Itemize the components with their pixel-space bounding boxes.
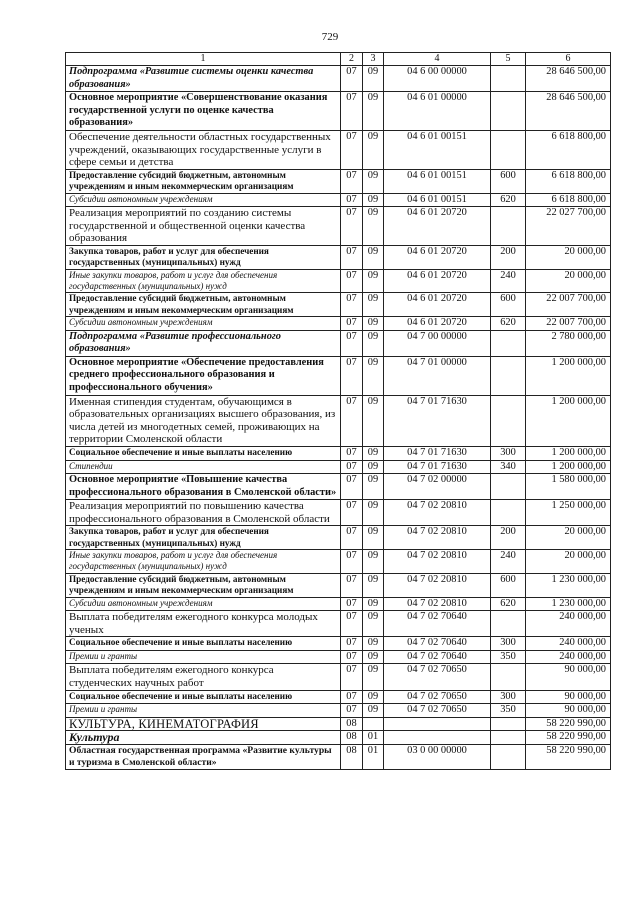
row-target-article-cell: 04 6 01 00151 [384, 130, 491, 169]
row-name-cell: Выплата победителям ежегодного конкурса молодых ученых [66, 611, 341, 637]
table-row [66, 500, 611, 526]
budget-table [65, 52, 611, 770]
row-amount-cell: 240 000,00 [526, 637, 611, 651]
row-name-cell: Предоставление субсидий бюджетным, автономным учреждениям и иным некоммерческим организациям [66, 169, 341, 193]
row-name-cell: Выплата победителям ежегодного конкурса студенческих научных работ [66, 664, 341, 690]
row-section-code-cell: 07 [341, 474, 363, 500]
row-amount-cell: 6 618 800,00 [526, 169, 611, 193]
row-target-article-cell: 04 7 02 70650 [384, 704, 491, 718]
row-section-code-cell: 07 [341, 395, 363, 446]
row-expense-type-cell [491, 207, 526, 246]
table-row [66, 690, 611, 704]
row-expense-type-cell [491, 664, 526, 690]
row-amount-cell: 20 000,00 [526, 550, 611, 573]
table-row [66, 550, 611, 573]
table-row [66, 130, 611, 169]
row-target-article-cell: 03 0 00 00000 [384, 745, 491, 770]
row-expense-type-cell [491, 611, 526, 637]
table-row [66, 269, 611, 292]
row-name-cell: Закупка товаров, работ и услуг для обеспечения государственных (муниципальных) нужд [66, 526, 341, 550]
row-expense-type-cell [491, 474, 526, 500]
table-row [66, 460, 611, 474]
row-target-article-cell: 04 7 02 70650 [384, 690, 491, 704]
row-name-cell: Областная государственная программа «Развитие культуры и туризма в Смоленской области» [66, 745, 341, 770]
row-section-code-cell: 07 [341, 637, 363, 651]
table-row [66, 664, 611, 690]
row-subsection-code-cell: 09 [363, 92, 384, 131]
table-row [66, 356, 611, 395]
row-section-code-cell: 07 [341, 269, 363, 292]
row-expense-type-cell: 600 [491, 293, 526, 317]
row-amount-cell: 90 000,00 [526, 664, 611, 690]
row-amount-cell: 58 220 990,00 [526, 731, 611, 745]
row-target-article-cell: 04 7 02 20810 [384, 500, 491, 526]
row-section-code-cell: 07 [341, 550, 363, 573]
row-expense-type-cell: 600 [491, 169, 526, 193]
row-subsection-code-cell: 09 [363, 650, 384, 664]
table-row [66, 526, 611, 550]
row-target-article-cell: 04 6 01 20720 [384, 293, 491, 317]
row-name-cell: Реализация мероприятий по созданию системы государственной и общественной оценки качества образования [66, 207, 341, 246]
row-amount-cell: 28 646 500,00 [526, 66, 611, 92]
header-cell-name: 1 [66, 53, 341, 66]
row-subsection-code-cell: 09 [363, 330, 384, 356]
row-subsection-code-cell: 09 [363, 500, 384, 526]
header-cell-subsection: 3 [363, 53, 384, 66]
row-section-code-cell: 07 [341, 130, 363, 169]
row-expense-type-cell: 620 [491, 597, 526, 611]
row-expense-type-cell [491, 717, 526, 731]
row-expense-type-cell: 600 [491, 573, 526, 597]
row-target-article-cell: 04 7 02 70640 [384, 611, 491, 637]
row-section-code-cell: 08 [341, 745, 363, 770]
row-subsection-code-cell: 09 [363, 356, 384, 395]
row-expense-type-cell: 240 [491, 550, 526, 573]
row-amount-cell: 1 200 000,00 [526, 446, 611, 460]
row-expense-type-cell: 350 [491, 704, 526, 718]
row-subsection-code-cell: 09 [363, 446, 384, 460]
row-amount-cell: 1 230 000,00 [526, 597, 611, 611]
row-subsection-code-cell: 09 [363, 193, 384, 207]
row-expense-type-cell [491, 500, 526, 526]
row-name-cell: Подпрограмма «Развитие системы оценки качества образования» [66, 66, 341, 92]
row-amount-cell: 1 200 000,00 [526, 460, 611, 474]
row-subsection-code-cell: 09 [363, 66, 384, 92]
row-target-article-cell: 04 7 01 71630 [384, 446, 491, 460]
row-section-code-cell: 07 [341, 169, 363, 193]
row-subsection-code-cell: 09 [363, 526, 384, 550]
table-row [66, 637, 611, 651]
row-expense-type-cell: 300 [491, 690, 526, 704]
row-expense-type-cell: 240 [491, 269, 526, 292]
row-target-article-cell: 04 7 01 71630 [384, 460, 491, 474]
row-subsection-code-cell: 09 [363, 664, 384, 690]
row-amount-cell: 90 000,00 [526, 690, 611, 704]
row-name-cell: КУЛЬТУРА, КИНЕМАТОГРАФИЯ [66, 717, 341, 731]
row-section-code-cell: 07 [341, 597, 363, 611]
row-target-article-cell: 04 6 01 20720 [384, 316, 491, 330]
row-target-article-cell: 04 7 02 20810 [384, 526, 491, 550]
row-target-article-cell: 04 7 02 70640 [384, 650, 491, 664]
row-name-cell: Субсидии автономным учреждениям [66, 193, 341, 207]
row-target-article-cell: 04 6 01 00151 [384, 169, 491, 193]
row-section-code-cell: 07 [341, 245, 363, 269]
row-target-article-cell: 04 7 01 71630 [384, 395, 491, 446]
row-name-cell: Социальное обеспечение и иные выплаты населению [66, 637, 341, 651]
row-target-article-cell: 04 6 01 00000 [384, 92, 491, 131]
row-subsection-code-cell: 09 [363, 474, 384, 500]
row-amount-cell: 58 220 990,00 [526, 717, 611, 731]
row-expense-type-cell [491, 731, 526, 745]
budget-table-body [66, 53, 611, 770]
row-target-article-cell: 04 7 02 20810 [384, 597, 491, 611]
row-subsection-code-cell: 09 [363, 395, 384, 446]
row-subsection-code-cell: 09 [363, 245, 384, 269]
row-amount-cell: 6 618 800,00 [526, 130, 611, 169]
row-name-cell: Социальное обеспечение и иные выплаты населению [66, 446, 341, 460]
row-target-article-cell: 04 6 01 20720 [384, 269, 491, 292]
row-amount-cell: 1 230 000,00 [526, 573, 611, 597]
row-subsection-code-cell: 09 [363, 597, 384, 611]
page-number: 729 [321, 31, 339, 43]
table-row [66, 474, 611, 500]
row-section-code-cell: 07 [341, 193, 363, 207]
row-section-code-cell: 07 [341, 573, 363, 597]
row-section-code-cell: 07 [341, 664, 363, 690]
row-amount-cell: 28 646 500,00 [526, 92, 611, 131]
row-amount-cell: 90 000,00 [526, 704, 611, 718]
row-name-cell: Премии и гранты [66, 650, 341, 664]
row-subsection-code-cell: 09 [363, 316, 384, 330]
row-subsection-code-cell [363, 717, 384, 731]
row-amount-cell: 20 000,00 [526, 245, 611, 269]
row-section-code-cell: 08 [341, 717, 363, 731]
row-name-cell: Именная стипендия студентам, обучающимся в образовательных организациях высшего образования, из числа детей из многодетных семей, проживающих на территории Смоленской области [66, 395, 341, 446]
table-row [66, 573, 611, 597]
row-target-article-cell: 04 7 01 00000 [384, 356, 491, 395]
row-name-cell: Закупка товаров, работ и услуг для обеспечения государственных (муниципальных) нужд [66, 245, 341, 269]
row-amount-cell: 20 000,00 [526, 526, 611, 550]
header-cell-amount: 6 [526, 53, 611, 66]
row-name-cell: Субсидии автономным учреждениям [66, 597, 341, 611]
row-amount-cell: 22 027 700,00 [526, 207, 611, 246]
row-amount-cell: 1 200 000,00 [526, 395, 611, 446]
row-name-cell: Субсидии автономным учреждениям [66, 316, 341, 330]
row-section-code-cell: 07 [341, 690, 363, 704]
row-name-cell: Подпрограмма «Развитие профессионального образования» [66, 330, 341, 356]
row-target-article-cell: 04 7 02 00000 [384, 474, 491, 500]
row-target-article-cell: 04 7 00 00000 [384, 330, 491, 356]
table-row [66, 92, 611, 131]
table-row [66, 446, 611, 460]
row-subsection-code-cell: 09 [363, 293, 384, 317]
table-row [66, 395, 611, 446]
row-amount-cell: 22 007 700,00 [526, 293, 611, 317]
row-section-code-cell: 07 [341, 356, 363, 395]
row-target-article-cell: 04 7 02 70640 [384, 637, 491, 651]
row-target-article-cell: 04 6 00 00000 [384, 66, 491, 92]
row-section-code-cell: 07 [341, 500, 363, 526]
row-expense-type-cell [491, 395, 526, 446]
row-target-article-cell: 04 6 01 20720 [384, 245, 491, 269]
row-subsection-code-cell: 09 [363, 130, 384, 169]
table-row [66, 293, 611, 317]
row-target-article-cell: 04 7 02 20810 [384, 573, 491, 597]
row-subsection-code-cell: 09 [363, 550, 384, 573]
row-expense-type-cell: 300 [491, 446, 526, 460]
row-subsection-code-cell: 09 [363, 611, 384, 637]
row-amount-cell: 1 200 000,00 [526, 356, 611, 395]
row-name-cell: Предоставление субсидий бюджетным, автономным учреждениям и иным некоммерческим организациям [66, 293, 341, 317]
row-subsection-code-cell: 09 [363, 573, 384, 597]
row-name-cell: Стипендии [66, 460, 341, 474]
row-target-article-cell: 04 6 01 00151 [384, 193, 491, 207]
row-name-cell: Предоставление субсидий бюджетным, автономным учреждениям и иным некоммерческим организациям [66, 573, 341, 597]
row-amount-cell: 2 780 000,00 [526, 330, 611, 356]
table-row [66, 597, 611, 611]
row-name-cell: Основное мероприятие «Повышение качества профессионального образования в Смоленской области» [66, 474, 341, 500]
row-expense-type-cell [491, 745, 526, 770]
header-cell-expense-type: 5 [491, 53, 526, 66]
table-row [66, 330, 611, 356]
row-expense-type-cell: 340 [491, 460, 526, 474]
row-target-article-cell: 04 7 02 70650 [384, 664, 491, 690]
row-amount-cell: 58 220 990,00 [526, 745, 611, 770]
row-subsection-code-cell: 01 [363, 745, 384, 770]
row-subsection-code-cell: 09 [363, 269, 384, 292]
row-amount-cell: 240 000,00 [526, 650, 611, 664]
row-amount-cell: 22 007 700,00 [526, 316, 611, 330]
row-section-code-cell: 07 [341, 704, 363, 718]
row-expense-type-cell [491, 330, 526, 356]
row-section-code-cell: 07 [341, 330, 363, 356]
row-target-article-cell: 04 7 02 20810 [384, 550, 491, 573]
row-section-code-cell: 07 [341, 293, 363, 317]
table-header-row [66, 53, 611, 66]
row-name-cell: Иные закупки товаров, работ и услуг для обеспечения государственных (муниципальных) нужд [66, 269, 341, 292]
table-row [66, 316, 611, 330]
row-name-cell: Премии и гранты [66, 704, 341, 718]
row-subsection-code-cell: 09 [363, 690, 384, 704]
row-section-code-cell: 07 [341, 66, 363, 92]
row-name-cell: Реализация мероприятий по повышению качества профессионального образования в Смоленской области [66, 500, 341, 526]
table-row [66, 731, 611, 745]
row-amount-cell: 1 250 000,00 [526, 500, 611, 526]
table-row [66, 611, 611, 637]
row-subsection-code-cell: 09 [363, 207, 384, 246]
row-section-code-cell: 07 [341, 460, 363, 474]
row-section-code-cell: 07 [341, 650, 363, 664]
row-expense-type-cell [491, 92, 526, 131]
row-subsection-code-cell: 09 [363, 169, 384, 193]
row-expense-type-cell [491, 66, 526, 92]
table-row [66, 207, 611, 246]
row-section-code-cell: 07 [341, 207, 363, 246]
row-name-cell: Основное мероприятие «Совершенствование оказания государственной услуги по оценке качества образования» [66, 92, 341, 131]
row-name-cell: Основное мероприятие «Обеспечение предоставления среднего профессионального образования и профессионального обучения» [66, 356, 341, 395]
header-cell-section: 2 [341, 53, 363, 66]
table-row [66, 704, 611, 718]
row-target-article-cell [384, 731, 491, 745]
row-name-cell: Обеспечение деятельности областных государственных учреждений, оказывающих государственные услуги в сфере семьи и детства [66, 130, 341, 169]
row-section-code-cell: 07 [341, 446, 363, 460]
row-subsection-code-cell: 09 [363, 704, 384, 718]
row-subsection-code-cell: 09 [363, 460, 384, 474]
row-amount-cell: 240 000,00 [526, 611, 611, 637]
table-row [66, 245, 611, 269]
row-section-code-cell: 07 [341, 611, 363, 637]
row-expense-type-cell [491, 356, 526, 395]
row-target-article-cell [384, 717, 491, 731]
row-section-code-cell: 07 [341, 316, 363, 330]
row-expense-type-cell: 300 [491, 637, 526, 651]
row-expense-type-cell: 200 [491, 245, 526, 269]
row-name-cell: Культура [66, 731, 341, 745]
row-name-cell: Иные закупки товаров, работ и услуг для обеспечения государственных (муниципальных) нужд [66, 550, 341, 573]
row-expense-type-cell: 350 [491, 650, 526, 664]
row-subsection-code-cell: 01 [363, 731, 384, 745]
table-row [66, 717, 611, 731]
row-section-code-cell: 07 [341, 92, 363, 131]
row-section-code-cell: 07 [341, 526, 363, 550]
table-row [66, 193, 611, 207]
table-row [66, 650, 611, 664]
row-expense-type-cell: 200 [491, 526, 526, 550]
row-amount-cell: 1 580 000,00 [526, 474, 611, 500]
row-section-code-cell: 08 [341, 731, 363, 745]
row-name-cell: Социальное обеспечение и иные выплаты населению [66, 690, 341, 704]
row-expense-type-cell: 620 [491, 193, 526, 207]
row-amount-cell: 6 618 800,00 [526, 193, 611, 207]
header-cell-target-article: 4 [384, 53, 491, 66]
row-expense-type-cell [491, 130, 526, 169]
table-row [66, 745, 611, 770]
row-expense-type-cell: 620 [491, 316, 526, 330]
row-target-article-cell: 04 6 01 20720 [384, 207, 491, 246]
table-row [66, 169, 611, 193]
row-amount-cell: 20 000,00 [526, 269, 611, 292]
table-row [66, 66, 611, 92]
row-subsection-code-cell: 09 [363, 637, 384, 651]
